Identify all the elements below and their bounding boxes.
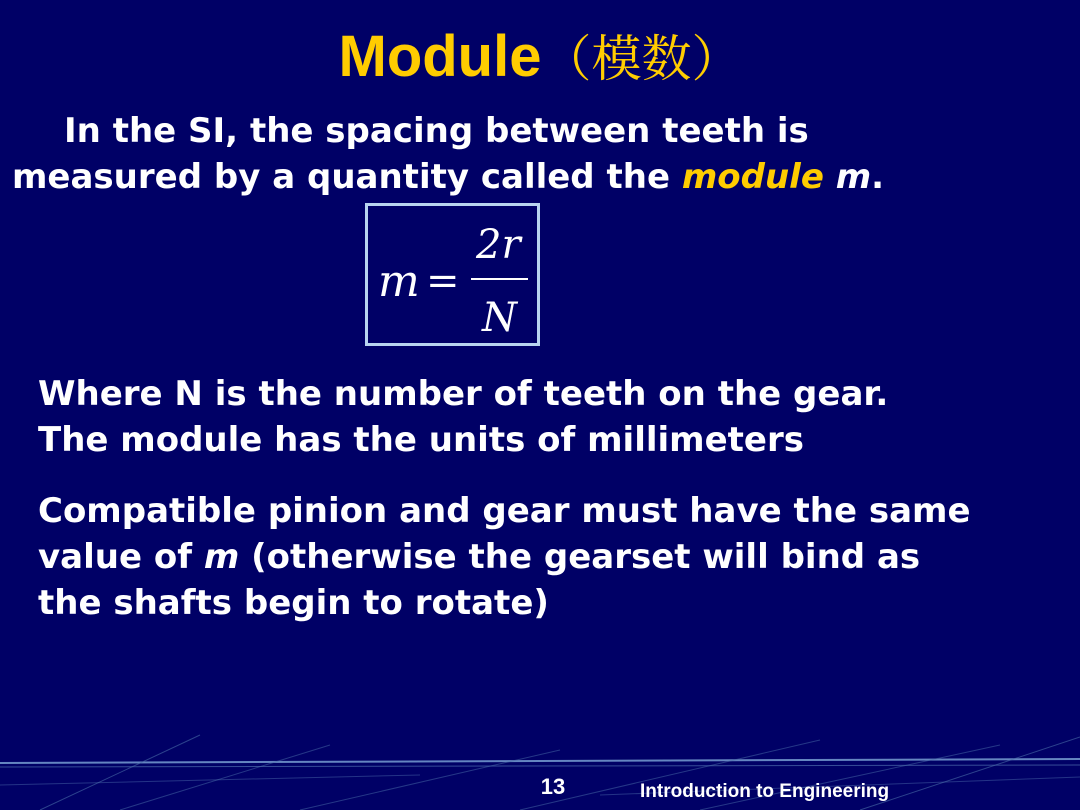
paragraph-compatible-line-3: the shafts begin to rotate) xyxy=(38,583,549,623)
page-number: 13 xyxy=(540,774,566,799)
course-title: Introduction to Engineering xyxy=(640,781,890,802)
intro-line-2 xyxy=(12,154,1062,200)
paragraph-where-line-1: Where N is the number of teeth on the gear. xyxy=(38,374,889,414)
paragraph-compatible-line-1: Compatible pinion and gear must have the same xyxy=(38,491,971,531)
title-chinese: （模数） xyxy=(541,30,742,88)
intro-text xyxy=(12,108,1062,200)
formula-denominator: N xyxy=(482,295,517,341)
module-highlight: module xyxy=(681,157,824,197)
paragraph-compatible-line-2 xyxy=(38,534,1048,580)
paragraph-compatible-line-2-post: (otherwise the gearset will bind as xyxy=(239,537,921,577)
title-main: Module xyxy=(338,24,542,89)
intro-line-2-text: measured by a quantity called the xyxy=(12,157,682,197)
intro-space xyxy=(824,157,836,197)
paragraph-where-line-2: The module has the units of millimeters xyxy=(38,420,804,460)
formula-numerator: 2r xyxy=(476,222,521,268)
paragraph-where xyxy=(38,371,1048,463)
formula-lhs: m xyxy=(378,256,420,307)
formula xyxy=(368,206,537,343)
paragraph-compatible xyxy=(38,488,1048,626)
module-variable-inline: m xyxy=(203,537,240,577)
intro-line-1: In the SI, the spacing between teeth is xyxy=(64,111,809,151)
intro-period: . xyxy=(871,157,885,197)
slide-title xyxy=(0,22,1080,94)
paragraph-compatible-line-2-pre: value of xyxy=(38,537,204,577)
module-variable: m xyxy=(835,157,872,197)
formula-box xyxy=(365,203,540,346)
formula-equals: = xyxy=(426,258,460,304)
